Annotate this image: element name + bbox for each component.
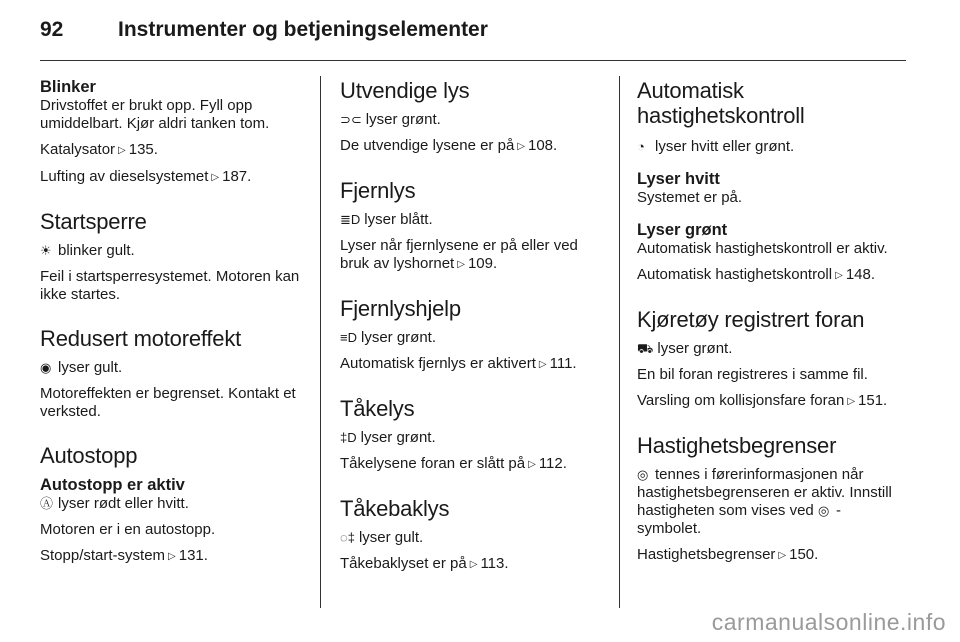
page-header [40,18,920,54]
gront-heading: Lyser grønt [637,221,728,239]
auto-cruise-title: Automatisk hastighetskontroll [637,78,805,128]
takelys-text: Tåkelysene foran er slått på ▷ 112. [340,455,567,472]
redusert-status: ◉ lyser gult. [40,359,123,376]
lufting-ref: Lufting av dieselsystemet ▷ 187. [40,168,252,185]
speed-limiter-icon: ◎ [817,503,830,518]
kjoretoy-text: En bil foran registreres i samme fil. [637,366,868,383]
immobilizer-icon: ☀ [40,243,52,258]
fjernlyshjelp-text: Automatisk fjernlys er aktivert ▷ 111. [340,355,577,372]
column-2 [340,78,604,582]
katalysator-ref: Katalysator ▷ 135. [40,141,158,158]
begrenser-text: ◎ tennes i førerinformasjonen når hastighetsbegrenseren er aktiv. Innstill hastigheten som vises ved ◎ -symbolet. [637,466,892,537]
takebaklys-status: ◌‡ lyser gult. [340,529,424,546]
fjernlyshjelp-status: ≡D lyser grønt. [340,329,436,346]
car-icon: ⛟ [637,341,654,356]
header-rule [40,60,906,61]
hvitt-heading: Lyser hvitt [637,170,720,188]
ref-arrow-icon: ▷ [835,270,843,281]
speed-limiter-icon: ◎ [637,467,649,482]
autostop-icon: Ⓐ [40,496,54,511]
chapter-title: Instrumenter og betjeningselementer [118,18,488,41]
hvitt-text: Systemet er på. [637,189,743,206]
column-1 [40,78,302,574]
ref-arrow-icon: ▷ [211,172,220,183]
utvendige-title: Utvendige lys [340,78,470,103]
fjernlys-text: Lyser når fjernlysene er på eller ved bruk av lyshornet ▷ 109. [340,237,578,272]
exterior-light-icon: ⊃⊂ [340,112,362,127]
fog-light-icon: ‡D [340,430,357,445]
begrenser-ref: Hastighetsbegrenser ▷ 150. [637,546,819,563]
startsperre-status: ☀ blinker gult. [40,242,135,259]
redusert-title: Redusert motoreffekt [40,326,242,351]
page-number: 92 [40,18,64,41]
startsperre-title: Startsperre [40,209,147,234]
ref-arrow-icon: ▷ [168,551,176,562]
rear-fog-light-icon: ◌‡ [340,530,355,545]
fjernlys-title: Fjernlys [340,178,416,203]
takelys-title: Tåkelys [340,396,415,421]
autostopp-subheading: Autostopp er aktiv [40,476,185,494]
column-3 [637,78,905,573]
startsperre-text: Feil i startsperresystemet. Motoren kan ikke startes. [40,268,300,303]
autostopp-status: Ⓐ lyser rødt eller hvitt. [40,495,189,512]
high-beam-icon: ≣D [340,212,361,227]
takelys-status: ‡D lyser grønt. [340,429,436,446]
ref-arrow-icon: ▷ [457,259,465,270]
kjoretoy-ref: Varsling om kollisjonsfare foran ▷ 151. [637,392,888,409]
gront-ref: Automatisk hastighetskontroll ▷ 148. [637,266,876,283]
kjoretoy-status: ⛟ lyser grønt. [637,340,733,357]
redusert-text: Motoreffekten er begrenset. Kontakt et verksted. [40,385,296,420]
begrenser-title: Hastighetsbegrenser [637,433,837,458]
ref-arrow-icon: ▷ [118,145,126,156]
utvendige-status: ⊃⊂ lyser grønt. [340,111,441,128]
utvendige-text: De utvendige lysene er på ▷ 108. [340,137,558,154]
watermark: carmanualsonline.info [711,609,946,635]
fjernlys-status: ≣D lyser blått. [340,211,433,228]
ref-arrow-icon: ▷ [778,550,787,561]
blinker-text: Drivstoffet er brukt opp. Fyll opp umiddelbart. Kjør aldri tanken tom. [40,97,270,132]
blinker-heading: Blinker [40,78,96,96]
kjoretoy-title: Kjøretøy registrert foran [637,307,865,332]
ref-arrow-icon: ▷ [469,559,478,570]
takebaklys-title: Tåkebaklys [340,496,450,521]
ref-arrow-icon: ▷ [528,459,536,470]
auto-cruise-status: ◔ lyser hvitt eller grønt. [637,138,795,155]
reduced-power-icon: ◉ [40,360,52,375]
ref-arrow-icon: ▷ [847,396,856,407]
ref-arrow-icon: ▷ [517,141,525,152]
high-beam-assist-icon: ≡D [340,330,357,345]
column-divider-2 [619,76,620,608]
autostopp-title: Autostopp [40,443,138,468]
autostopp-text: Motoren er i en autostopp. [40,521,216,538]
column-divider-1 [320,76,321,608]
stopp-start-ref: Stopp/start-system ▷ 131. [40,547,208,564]
gront-text: Automatisk hastighetskontroll er aktiv. [637,240,888,257]
ref-arrow-icon: ▷ [538,359,547,370]
takebaklys-text: Tåkebaklyset er på ▷ 113. [340,555,509,572]
cruise-control-icon: ◔ [637,139,645,154]
fjernlyshjelp-title: Fjernlyshjelp [340,296,461,321]
